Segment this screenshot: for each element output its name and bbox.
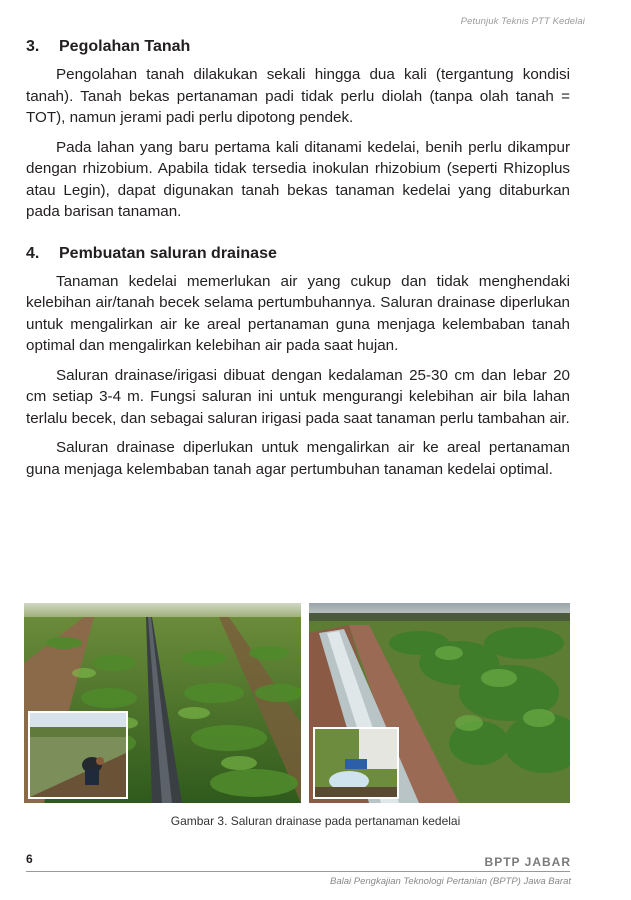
publisher-label: BPTP JABAR xyxy=(484,855,571,869)
figure-caption: Gambar 3. Saluran drainase pada pertanaman kedelai xyxy=(170,814,461,828)
section-4-paragraph-1: Tanaman kedelai memerlukan air yang cukup dan tidak menghendaki kelebihan air/tanah becek selama pertumbuhannya. Saluran drainase diperlukan untuk mengalirkan air ke areal pertanaman guna menjaga kelembaban tanah optimal dan mengalirkan kelebihan air pada saat hujan. xyxy=(26,272,570,354)
drainage-photo-right xyxy=(309,603,570,803)
section-3-title: Pegolahan Tanah xyxy=(59,38,191,55)
inset-photo-pipe xyxy=(313,727,399,799)
institution-label: Balai Pengkajian Teknologi Pertanian (BPTP) Jawa Barat xyxy=(330,876,571,887)
section-3-paragraph-2: Pada lahan yang baru pertama kali ditanami kedelai, benih perlu dikampur dengan rhizobium. Apabila tidak tersedia inokulan rhizobium (seperti Rhizoplus atau Legin), dapat digunakan tanah bekas tanaman kedelai yang ditaburkan pada barisan tanaman. xyxy=(26,138,570,220)
section-4-title: Pembuatan saluran drainase xyxy=(59,244,277,262)
section-4-paragraph-3: Saluran drainase diperlukan untuk mengalirkan air ke areal pertanaman guna menjaga kelembaban tanah agar pertumbuhan tanaman kedelai optimal. xyxy=(26,439,570,478)
section-3-number: 3. xyxy=(26,38,40,55)
section-3-heading xyxy=(26,38,570,56)
section-4-heading xyxy=(26,245,570,263)
footer-divider xyxy=(26,871,570,872)
section-4-paragraph-2: Saluran drainase/irigasi dibuat dengan kedalaman 25-30 cm dan lebar 20 cm setiap 3-4 m. Fungsi saluran ini untuk mengurangi kelebihan air bila lahan terlalu becek, dan sebagai saluran irigasi pada saat tanaman perlu tambahan air. xyxy=(26,366,570,427)
drainage-photo-left xyxy=(24,603,301,803)
running-head: Petunjuk Teknis PTT Kedelai xyxy=(460,16,585,27)
page-content xyxy=(26,38,570,488)
inset-photo-farmer xyxy=(28,711,128,799)
page-number: 6 xyxy=(26,852,33,866)
section-3-paragraph-1: Pengolahan tanah dilakukan sekali hingga dua kali (tergantung kondisi tanah). Tanah bekas pertanaman padi tidak perlu diolah (tanpa olah tanah = TOT), namun jerami padi perlu dipotong pendek. xyxy=(26,66,570,126)
section-4-number: 4. xyxy=(26,244,40,262)
